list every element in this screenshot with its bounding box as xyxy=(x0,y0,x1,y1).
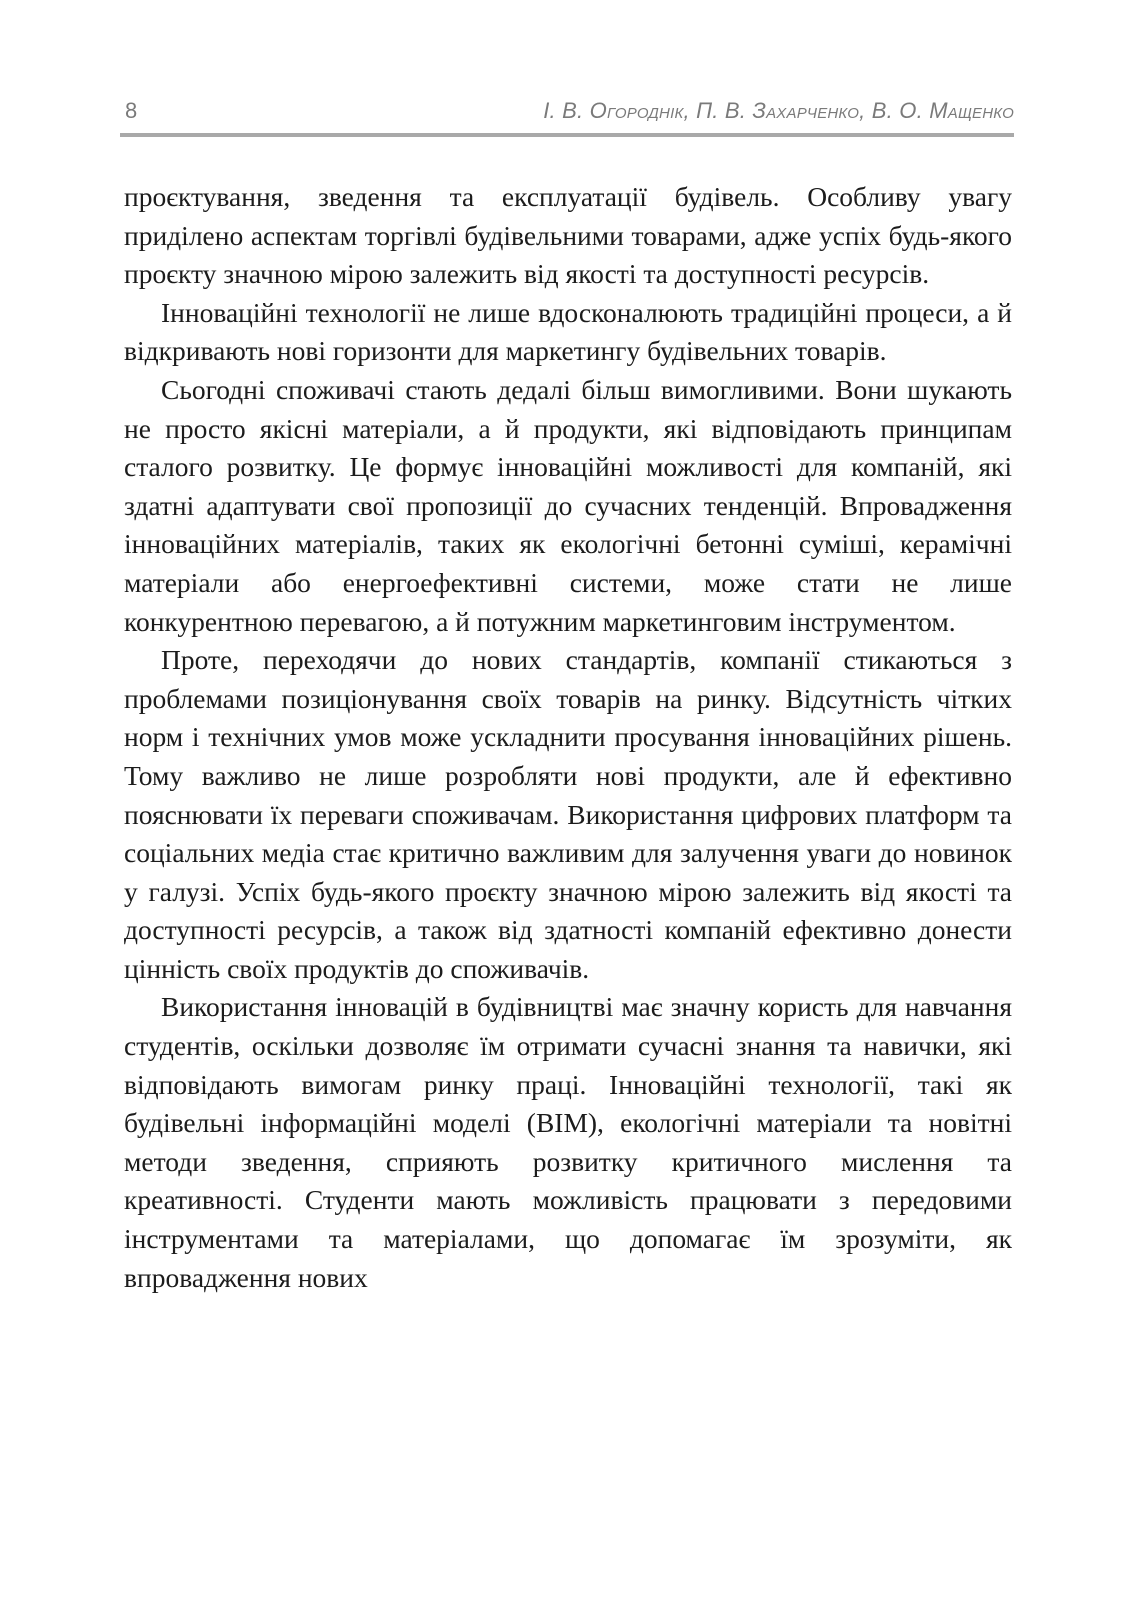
paragraph-3: Сьогодні споживачі стають дедалі більш вимогливими. Вони шукають не просто якісні матеріали, а й продукти, які відповідають принципам сталого розвитку. Це формує інноваційні можливості для компаній, які здатні адаптувати свої пропозиції до сучасних тенденцій. Впровадження інноваційних матеріалів, таких як екологічні бетонні суміші, керамічні матеріали або енергоефективні системи, може стати не лише конкурентною перевагою, а й потужним маркетинговим інструментом. xyxy=(124,373,1012,637)
running-header xyxy=(122,96,1014,130)
paragraph-5: Використання інновацій в будівництві має значну користь для навчання студентів, оскільки дозволяє їм отримати сучасні знання та навички, які відповідають вимогам ринку праці. Інноваційні технології, такі як будівельні інформаційні моделі (BIM), екологічні матеріали та новітні методи зведення, сприяють розвитку критичного мислення та креативності. Студенти мають можливість працювати з передовими інструментами та матеріалами, що допомагає їм зрозуміти, як впровадження нових xyxy=(124,991,1012,1293)
paragraph-2: Інноваційні технології не лише вдосконалюють традиційні процеси, а й відкривають нові горизонти для маркетингу будівельних товарів. xyxy=(124,296,1012,367)
page-number: 8 xyxy=(125,98,138,123)
body-text xyxy=(124,178,1012,1297)
header-authors: І. В. Огороднік, П. В. Захарченко, В. О. Мащенко xyxy=(543,98,1014,123)
paragraph-4: Проте, переходячи до нових стандартів, компанії стикаються з проблемами позиціонування своїх товарів на ринку. Відсутність чітких норм і технічних умов може ускладнити просування інноваційних рішень. Тому важливо не лише розробляти нові продукти, але й ефективно пояснювати їх переваги споживачам. Використання цифрових платформ та соціальних медіа стає критично важливим для залучення уваги до новинок у галузі. Успіх будь-якого проєкту значною мірою залежить від якості та доступності ресурсів, а також від здатності компаній ефективно донести цінність своїх продуктів до споживачів. xyxy=(124,644,1012,984)
header-rule xyxy=(120,133,1014,137)
paragraph-1: проєктування, зведення та експлуатації будівель. Особливу увагу приділено аспектам торгівлі будівельними товарами, адже успіх будь-якого проєкту значною мірою залежить від якості та доступності ресурсів. xyxy=(124,181,1012,290)
